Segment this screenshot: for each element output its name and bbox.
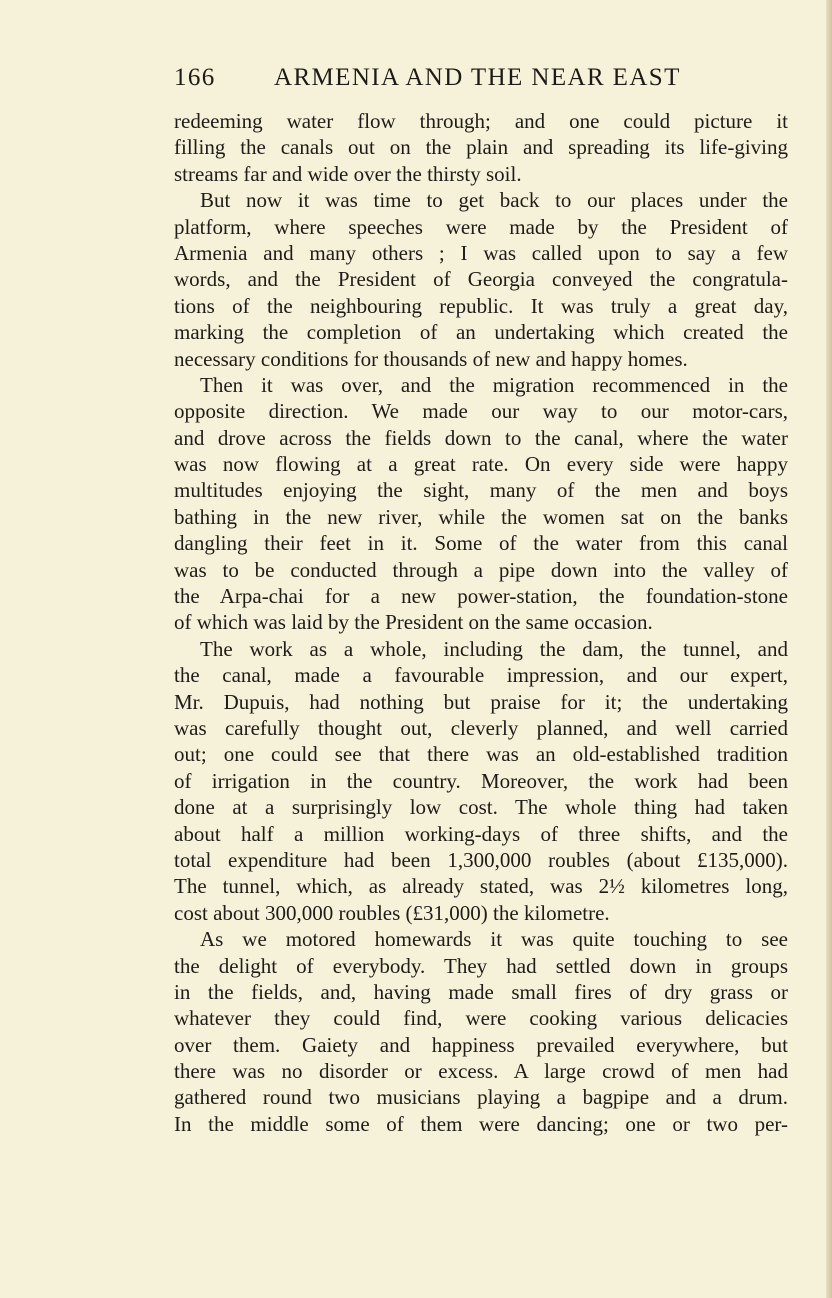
page-header	[174, 64, 784, 98]
text-line: tions of the neighbouring republic. It was truly a great day,	[174, 293, 788, 318]
text-line: bathing in the new river, while the women sat on the banks	[174, 504, 788, 529]
text-line: the canal, made a favourable impression, and our expert,	[174, 663, 788, 688]
text-line: was carefully thought out, cleverly planned, and well carried	[174, 715, 788, 740]
text-line: was now flowing at a great rate. On every side were happy	[174, 452, 788, 477]
paragraph-start-line: As we motored homewards it was quite touching to see	[200, 927, 788, 952]
text-line: of which was laid by the President on the same occasion.	[174, 610, 653, 635]
text-line: in the fields, and, having made small fires of dry grass or	[174, 979, 788, 1004]
text-line: marking the completion of an undertaking which created the	[174, 320, 788, 345]
text-line: over them. Gaiety and happiness prevailed everywhere, but	[174, 1032, 788, 1057]
text-line: streams far and wide over the thirsty soil.	[174, 161, 522, 186]
text-line: redeeming water flow through; and one could picture it	[174, 109, 788, 133]
text-line: was to be conducted through a pipe down into the valley of	[174, 557, 788, 582]
text-line: platform, where speeches were made by the President of	[174, 214, 788, 239]
text-line: of irrigation in the country. Moreover, the work had been	[174, 768, 788, 793]
text-line: dangling their feet in it. Some of the water from this canal	[174, 531, 788, 556]
text-line: the Arpa-chai for a new power-station, the foundation-stone	[174, 584, 788, 609]
running-head: ARMENIA AND THE NEAR EAST	[274, 64, 681, 91]
page-number: 166	[174, 64, 216, 91]
text-line: gathered round two musicians playing a bagpipe and a drum.	[174, 1085, 788, 1110]
text-line: and drove across the fields down to the canal, where the water	[174, 425, 788, 450]
text-line: whatever they could find, were cooking various delicacies	[174, 1006, 788, 1031]
text-line: done at a surprisingly low cost. The whole thing had taken	[174, 795, 788, 820]
text-line: Mr. Dupuis, had nothing but praise for it; the undertaking	[174, 689, 788, 714]
paragraph-start-line: The work as a whole, including the dam, the tunnel, and	[200, 636, 788, 661]
text-line: out; one could see that there was an old-established tradition	[174, 742, 788, 767]
text-line: about half a million working-days of three shifts, and the	[174, 821, 788, 846]
text-line: total expenditure had been 1,300,000 roubles (about £135,000).	[174, 847, 788, 872]
text-line: opposite direction. We made our way to our motor-cars,	[174, 399, 788, 424]
paragraph-start-line: Then it was over, and the migration recommenced in the	[200, 372, 788, 397]
text-line: words, and the President of Georgia conveyed the congratula-	[174, 267, 788, 292]
body-text	[174, 108, 788, 1137]
text-line: there was no disorder or excess. A large crowd of men had	[174, 1059, 788, 1084]
text-line: filling the canals out on the plain and spreading its life-giving	[174, 135, 788, 160]
text-line: The tunnel, which, as already stated, was 2½ kilometres long,	[174, 874, 788, 899]
text-line: multitudes enjoying the sight, many of the men and boys	[174, 478, 788, 503]
text-line: In the middle some of them were dancing; one or two per-	[174, 1111, 788, 1136]
text-line: necessary conditions for thousands of new and happy homes.	[174, 346, 688, 371]
page-edge	[826, 0, 832, 1298]
text-line: Armenia and many others ; I was called upon to say a few	[174, 240, 788, 265]
paragraph-start-line: But now it was time to get back to our places under the	[200, 188, 788, 213]
text-line: the delight of everybody. They had settled down in groups	[174, 953, 788, 978]
text-line: cost about 300,000 roubles (£31,000) the kilometre.	[174, 900, 610, 925]
